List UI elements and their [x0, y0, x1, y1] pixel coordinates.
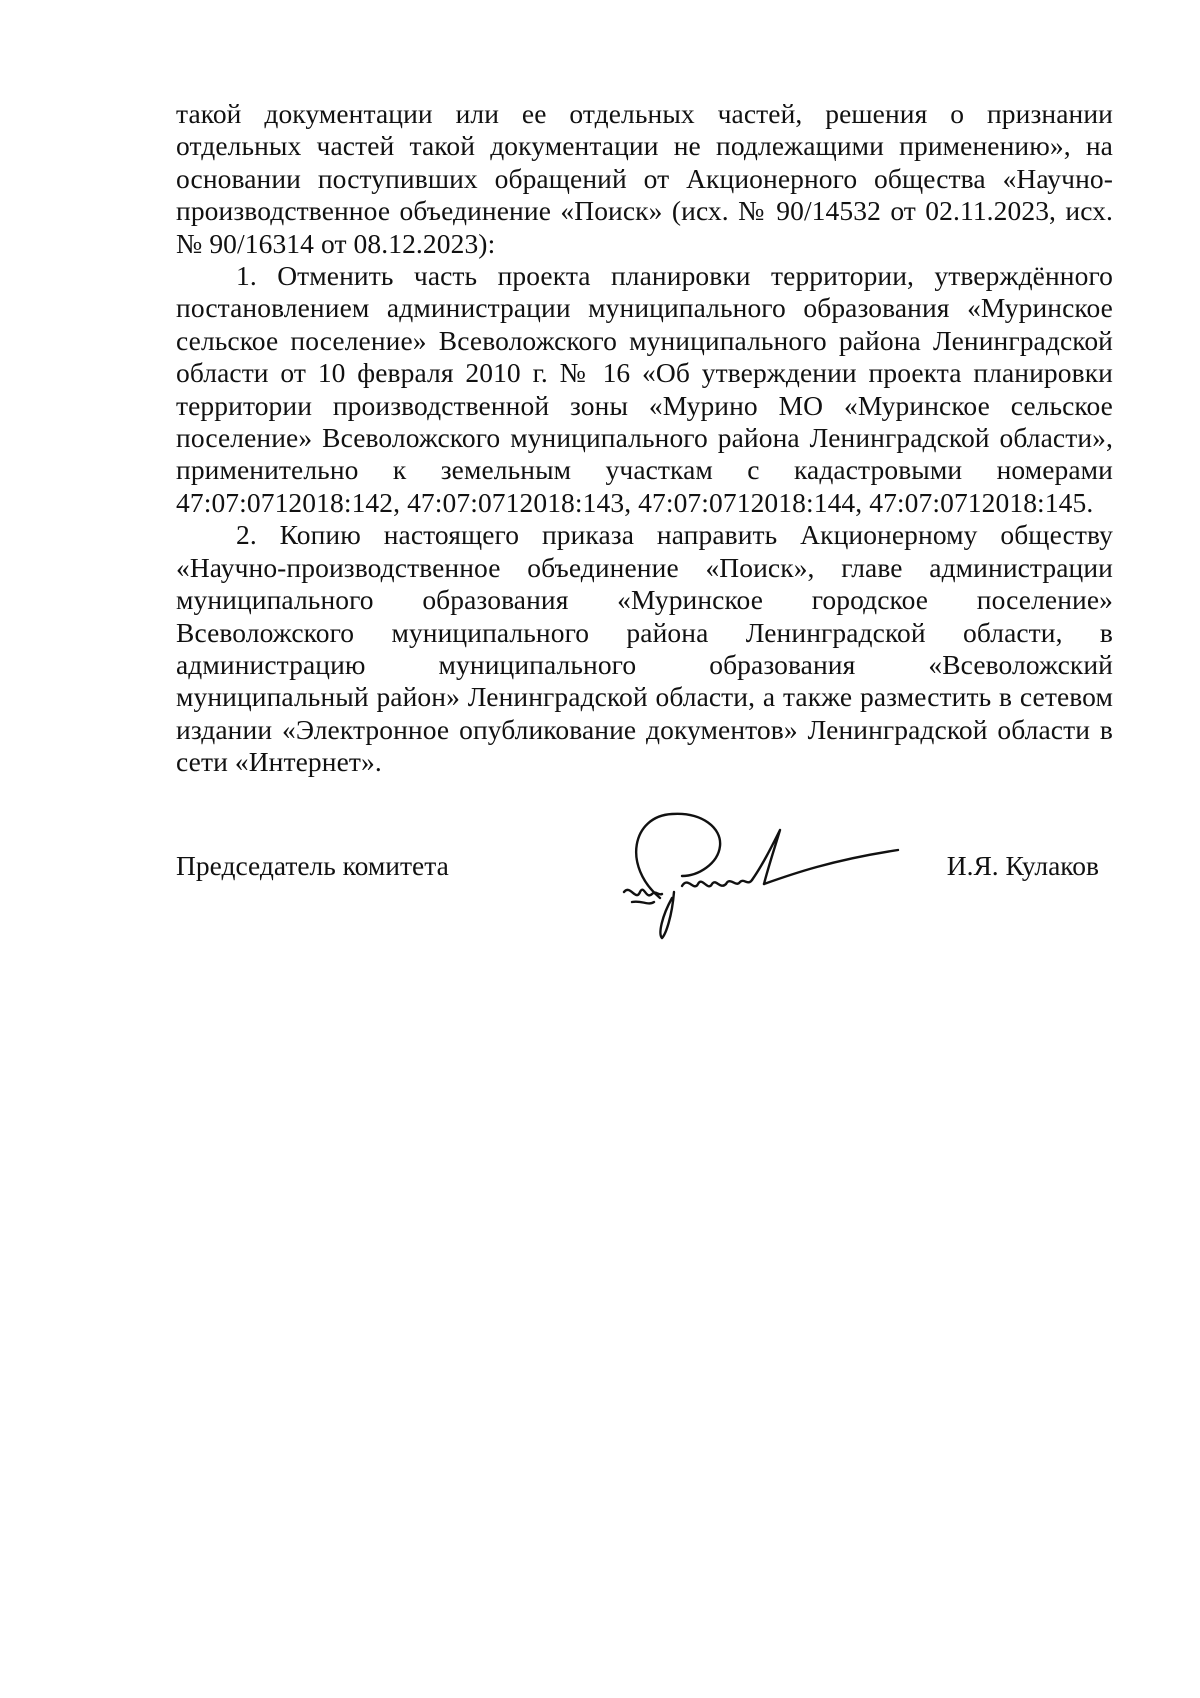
paragraph-item-1: 1. Отменить часть проекта планировки территории, утверждённого постановлением администрации муниципального образования «Муринское сельское поселение» Всеволожского муниципального района Ленинградской области от 10 февраля 2010 г. № 16 «Об утверждении проекта планировки территории производственной зоны «Мурино МО «Муринское сельское поселение» Всеволожского муниципального района Ленинградской области», применительно к земельным участкам с кадастровыми номерами 47:07:0712018:142, 47:07:0712018:143, 47:07:0712018:144, 47:07:0712018:145.: [176, 260, 1113, 518]
paragraph-item-2: 2. Копию настоящего приказа направить Акционерному обществу «Научно-производственное объединение «Поиск», главе администрации муниципального образования «Муринское городское поселение» Всеволожского муниципального района Ленинградской области, в администрацию муниципального образования «Всеволожский муниципальный район» Ленинградской области, а также разместить в сетевом издании «Электронное опубликование документов» Ленинградской области в сети «Интернет».: [176, 519, 1113, 778]
signature-block: [176, 850, 1113, 970]
paragraph-continuation: такой документации или ее отдельных частей, решения о признании отдельных частей такой документации не подлежащими применению», на основании поступивших обращений от Акционерного общества «Научно-производственное объединение «Поиск» (исх. № 90/14532 от 02.11.2023, исх. № 90/16314 от 08.12.2023):: [176, 98, 1113, 259]
signer-position: Председатель комитета: [176, 850, 449, 881]
handwritten-signature-image: [602, 806, 902, 946]
signer-name: И.Я. Кулаков: [946, 850, 1099, 881]
document-body: [176, 98, 1113, 779]
